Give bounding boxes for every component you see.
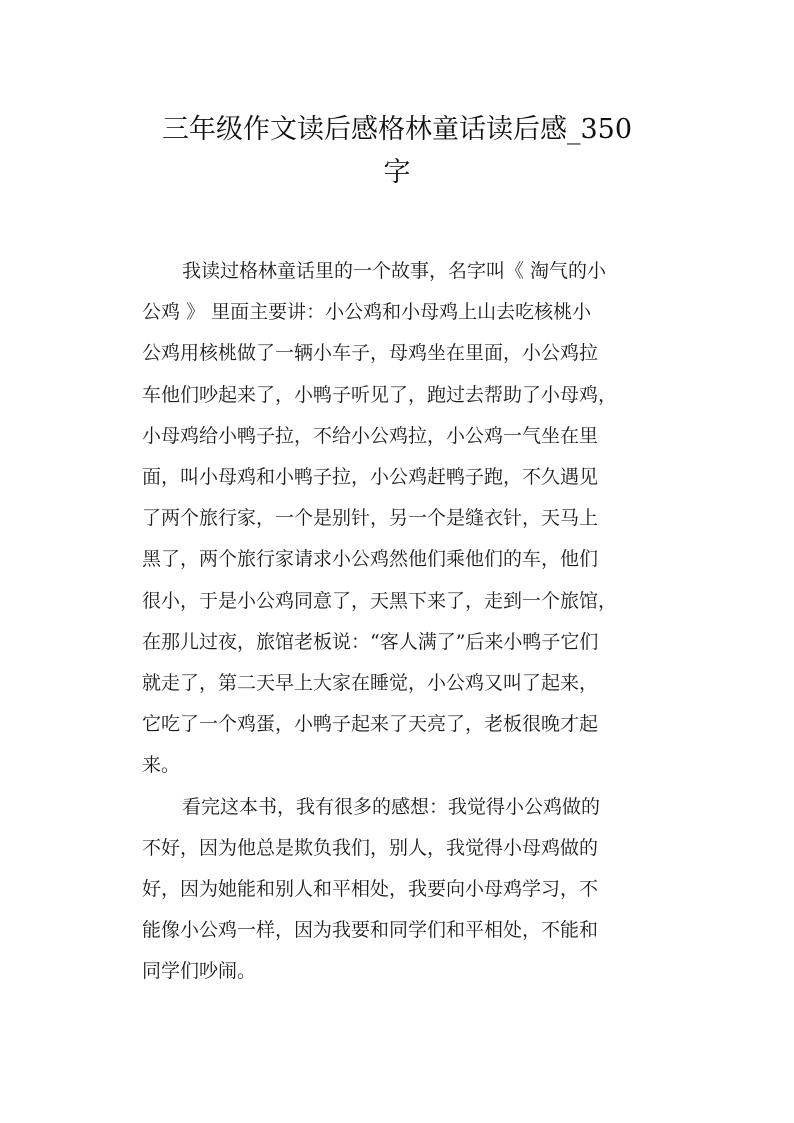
title-line: 字 xyxy=(383,157,411,188)
paragraph-line: 不好，因为他总是欺负我们，别人，我觉得小母鸡做的 xyxy=(142,836,599,859)
paragraph-line: 来。 xyxy=(142,754,181,777)
paragraph-line: 就走了，第二天早上大家在睡觉，小公鸡又叫了起来， xyxy=(142,672,599,695)
paragraph-line: 面，叫小母鸡和小鸭子拉，小公鸡赶鸭子跑，不久遇见 xyxy=(142,466,599,489)
paragraph-2 xyxy=(142,787,654,993)
paragraph-line: 公鸡 》 里面主要讲：小公鸡和小母鸡上山去吃核桃小 xyxy=(142,301,592,324)
paragraph-line: 小母鸡给小鸭子拉，不给小公鸡拉，小公鸡一气坐在里 xyxy=(142,424,599,447)
paragraph-line: 它吃了一个鸡蛋，小鸭子起来了天亮了，老板很晚才起 xyxy=(142,713,599,736)
paragraph-line: 我读过格林童话里的一个故事，名字叫《 淘气的小 xyxy=(182,260,607,282)
paragraph-line: 很小，于是小公鸡同意了，天黑下来了，走到一个旅馆， xyxy=(142,589,618,612)
document-body xyxy=(142,251,654,993)
paragraph-line: 在那儿过夜，旅馆老板说：“客人满了”后来小鸭子它们 xyxy=(142,630,599,653)
paragraph-line: 了两个旅行家，一个是别针，另一个是缝衣针，天马上 xyxy=(142,507,599,530)
paragraph-line: 同学们吵闹。 xyxy=(142,960,257,983)
paragraph-line: 黑了，两个旅行家请求小公鸡然他们乘他们的车，他们 xyxy=(142,548,599,571)
paragraph-line: 好，因为她能和别人和平相处，我要向小母鸡学习，不 xyxy=(142,878,599,901)
paragraph-line: 看完这本书，我有很多的感想：我觉得小公鸡做的 xyxy=(182,795,601,818)
paragraph-1 xyxy=(142,251,654,787)
paragraph-line: 能像小公鸡一样，因为我要和同学们和平相处，不能和 xyxy=(142,919,599,942)
document-title xyxy=(120,108,674,194)
paragraph-line: 车他们吵起来了，小鸭子听见了，跑过去帮助了小母鸡， xyxy=(142,383,618,406)
paragraph-line: 公鸡用核桃做了一辆小车子，母鸡坐在里面，小公鸡拉 xyxy=(142,342,599,365)
title-line: 三年级作文读后感格林童话读后感_350 xyxy=(161,114,633,145)
